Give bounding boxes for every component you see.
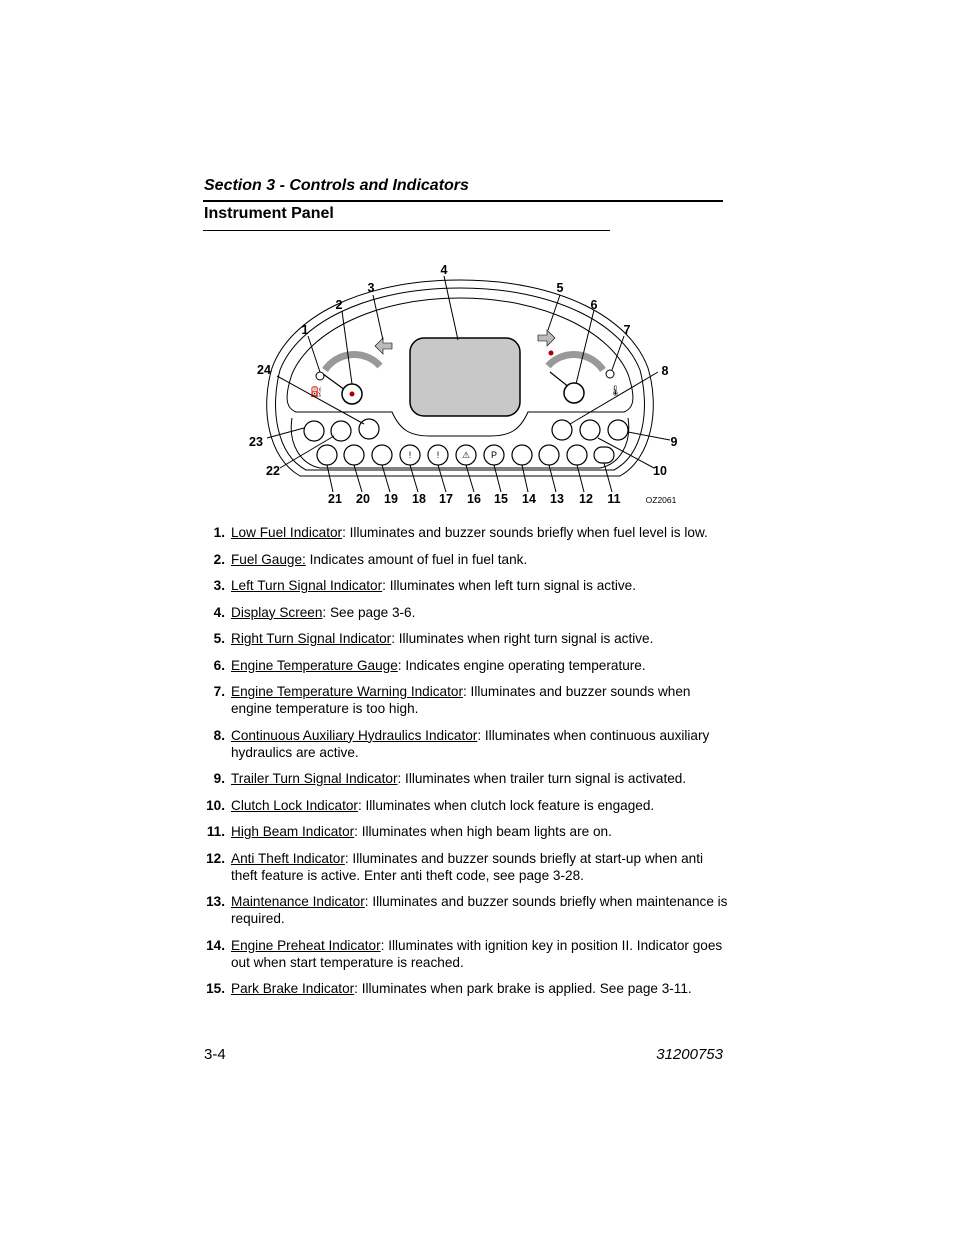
callout-1: 1 <box>301 323 309 337</box>
callout-10: 10 <box>653 464 667 478</box>
list-item <box>203 937 728 971</box>
item-description: Illuminates when right turn signal is active. <box>398 631 654 646</box>
list-item <box>203 630 728 647</box>
item-number: 13. <box>206 894 225 909</box>
page-title: Instrument Panel <box>204 205 334 222</box>
item-term: Display Screen <box>231 604 323 620</box>
item-number: 3. <box>213 578 225 593</box>
item-separator: : <box>354 981 362 996</box>
item-number: 15. <box>206 981 225 996</box>
item-number: 11. <box>206 824 225 839</box>
callout-17: 17 <box>439 492 453 506</box>
item-separator: : <box>397 657 406 673</box>
item-number: 8. <box>213 727 225 743</box>
list-item <box>203 770 728 787</box>
list-item <box>203 823 728 840</box>
item-number: 1. <box>213 525 225 540</box>
item-number: 4. <box>213 604 225 620</box>
callout-22: 22 <box>266 464 280 478</box>
fuel-pump-icon: ⛽ <box>310 387 323 398</box>
item-number: 12. <box>206 850 225 866</box>
callout-9: 9 <box>670 435 678 449</box>
svg-text:⚠: ⚠ <box>461 450 471 460</box>
callout-18: 18 <box>412 492 426 506</box>
item-number: 14. <box>206 937 225 953</box>
item-description: Illuminates when park brake is applied. See page 3-11. <box>361 981 692 996</box>
callout-16: 16 <box>467 492 481 506</box>
upper-indicator-row <box>304 419 628 441</box>
item-term: High Beam Indicator <box>231 824 355 839</box>
callout-12: 12 <box>579 492 593 506</box>
item-term: Trailer Turn Signal Indicator <box>231 771 398 786</box>
item-term: Low Fuel Indicator <box>231 525 343 540</box>
callout-21: 21 <box>328 492 342 506</box>
item-description: Indicates amount of fuel in fuel tank. <box>309 551 528 567</box>
item-number: 2. <box>213 551 225 567</box>
item-term: Engine Temperature Gauge <box>231 657 398 673</box>
item-description: Illuminates when high beam lights are on. <box>361 824 612 839</box>
thermometer-icon: 🌡 <box>609 386 622 397</box>
item-term: Continuous Auxiliary Hydraulics Indicator <box>231 727 478 743</box>
list-item <box>203 657 728 674</box>
item-separator: : <box>382 578 390 593</box>
callout-24: 24 <box>257 363 271 377</box>
item-separator: : <box>462 684 471 699</box>
left-arrow-icon <box>375 338 392 354</box>
right-arrow-icon <box>538 330 555 346</box>
item-description: Illuminates and buzzer sounds briefly at start-up when anti theft feature is active. Enter anti theft code, see page 3-28. <box>231 850 704 883</box>
item-separator: : <box>380 937 389 953</box>
callout-11: 11 <box>607 492 621 506</box>
callout-23: 23 <box>249 435 263 449</box>
list-item <box>203 604 728 621</box>
callout-19: 19 <box>384 492 398 506</box>
item-description: Illuminates when clutch lock feature is engaged. <box>365 797 655 813</box>
item-description: Illuminates and buzzer sounds when engine temperature is too high. <box>231 684 691 716</box>
list-item <box>203 524 728 541</box>
list-item <box>203 980 728 997</box>
callout-4: 4 <box>440 263 448 277</box>
list-item <box>203 683 728 717</box>
item-description: Illuminates with ignition key in position II. Indicator goes out when start temperature is reached. <box>231 937 723 970</box>
title-rule <box>203 230 610 231</box>
callout-8: 8 <box>661 364 669 378</box>
engine-temp-warning-indicator <box>606 370 614 378</box>
item-description: Illuminates when continuous auxiliary hydraulics are active. <box>231 727 710 760</box>
svg-text:!: ! <box>408 450 412 460</box>
page-number: 3-4 <box>204 1046 226 1063</box>
callout-2: 2 <box>335 298 343 312</box>
item-term: Engine Preheat Indicator <box>231 937 381 953</box>
callout-15: 15 <box>494 492 508 506</box>
callout-5: 5 <box>556 281 564 295</box>
item-term: Park Brake Indicator <box>231 981 355 996</box>
item-separator: : <box>477 727 485 743</box>
engine-temperature-gauge <box>548 355 603 403</box>
callout-13: 13 <box>550 492 564 506</box>
list-item <box>203 850 728 884</box>
section-rule <box>203 200 723 202</box>
callout-3: 3 <box>367 281 375 295</box>
item-description: Indicates engine operating temperature. <box>405 657 646 673</box>
item-separator: : <box>364 894 373 909</box>
callout-20: 20 <box>356 492 370 506</box>
low-fuel-indicator <box>316 372 324 380</box>
figure-code: OZ2061 <box>645 495 677 505</box>
item-separator: : <box>391 631 399 646</box>
list-item <box>203 797 728 814</box>
display-screen <box>410 338 520 416</box>
item-term: Anti Theft Indicator <box>231 850 345 866</box>
item-separator: : <box>344 850 353 866</box>
item-term: Fuel Gauge: <box>231 551 306 567</box>
item-description: Illuminates and buzzer sounds briefly when maintenance is required. <box>231 894 728 926</box>
item-term: Maintenance Indicator <box>231 894 365 909</box>
svg-text:P: P <box>490 450 498 460</box>
item-description: Illuminates when left turn signal is active. <box>389 578 637 593</box>
item-separator: : <box>354 824 362 839</box>
item-number: 9. <box>213 771 225 786</box>
item-number: 6. <box>213 657 225 673</box>
item-number: 10. <box>206 797 225 813</box>
callout-6: 6 <box>590 298 598 312</box>
list-item <box>203 551 728 568</box>
item-description: Illuminates when trailer turn signal is activated. <box>405 771 687 786</box>
item-number: 7. <box>213 684 225 699</box>
callout-7: 7 <box>623 323 631 337</box>
item-separator: : <box>322 604 330 620</box>
list-item <box>203 727 728 761</box>
item-description: Illuminates and buzzer sounds briefly when fuel level is low. <box>349 525 708 540</box>
item-term: Left Turn Signal Indicator <box>231 578 383 593</box>
section-title: Section 3 - Controls and Indicators <box>204 177 469 194</box>
item-term: Engine Temperature Warning Indicator <box>231 684 463 699</box>
item-separator: : <box>342 525 350 540</box>
instrument-panel-figure <box>230 258 690 508</box>
indicator-list <box>203 524 728 1007</box>
list-item <box>203 577 728 594</box>
callout-14: 14 <box>522 492 536 506</box>
item-term: Right Turn Signal Indicator <box>231 631 392 646</box>
svg-text:!: ! <box>436 450 440 460</box>
document-number: 31200753 <box>656 1046 723 1063</box>
item-term: Clutch Lock Indicator <box>231 797 358 813</box>
item-separator: : <box>357 797 366 813</box>
item-separator: : <box>397 771 406 786</box>
item-number: 5. <box>213 631 225 646</box>
item-description: See page 3-6. <box>329 604 416 620</box>
list-item <box>203 893 728 927</box>
